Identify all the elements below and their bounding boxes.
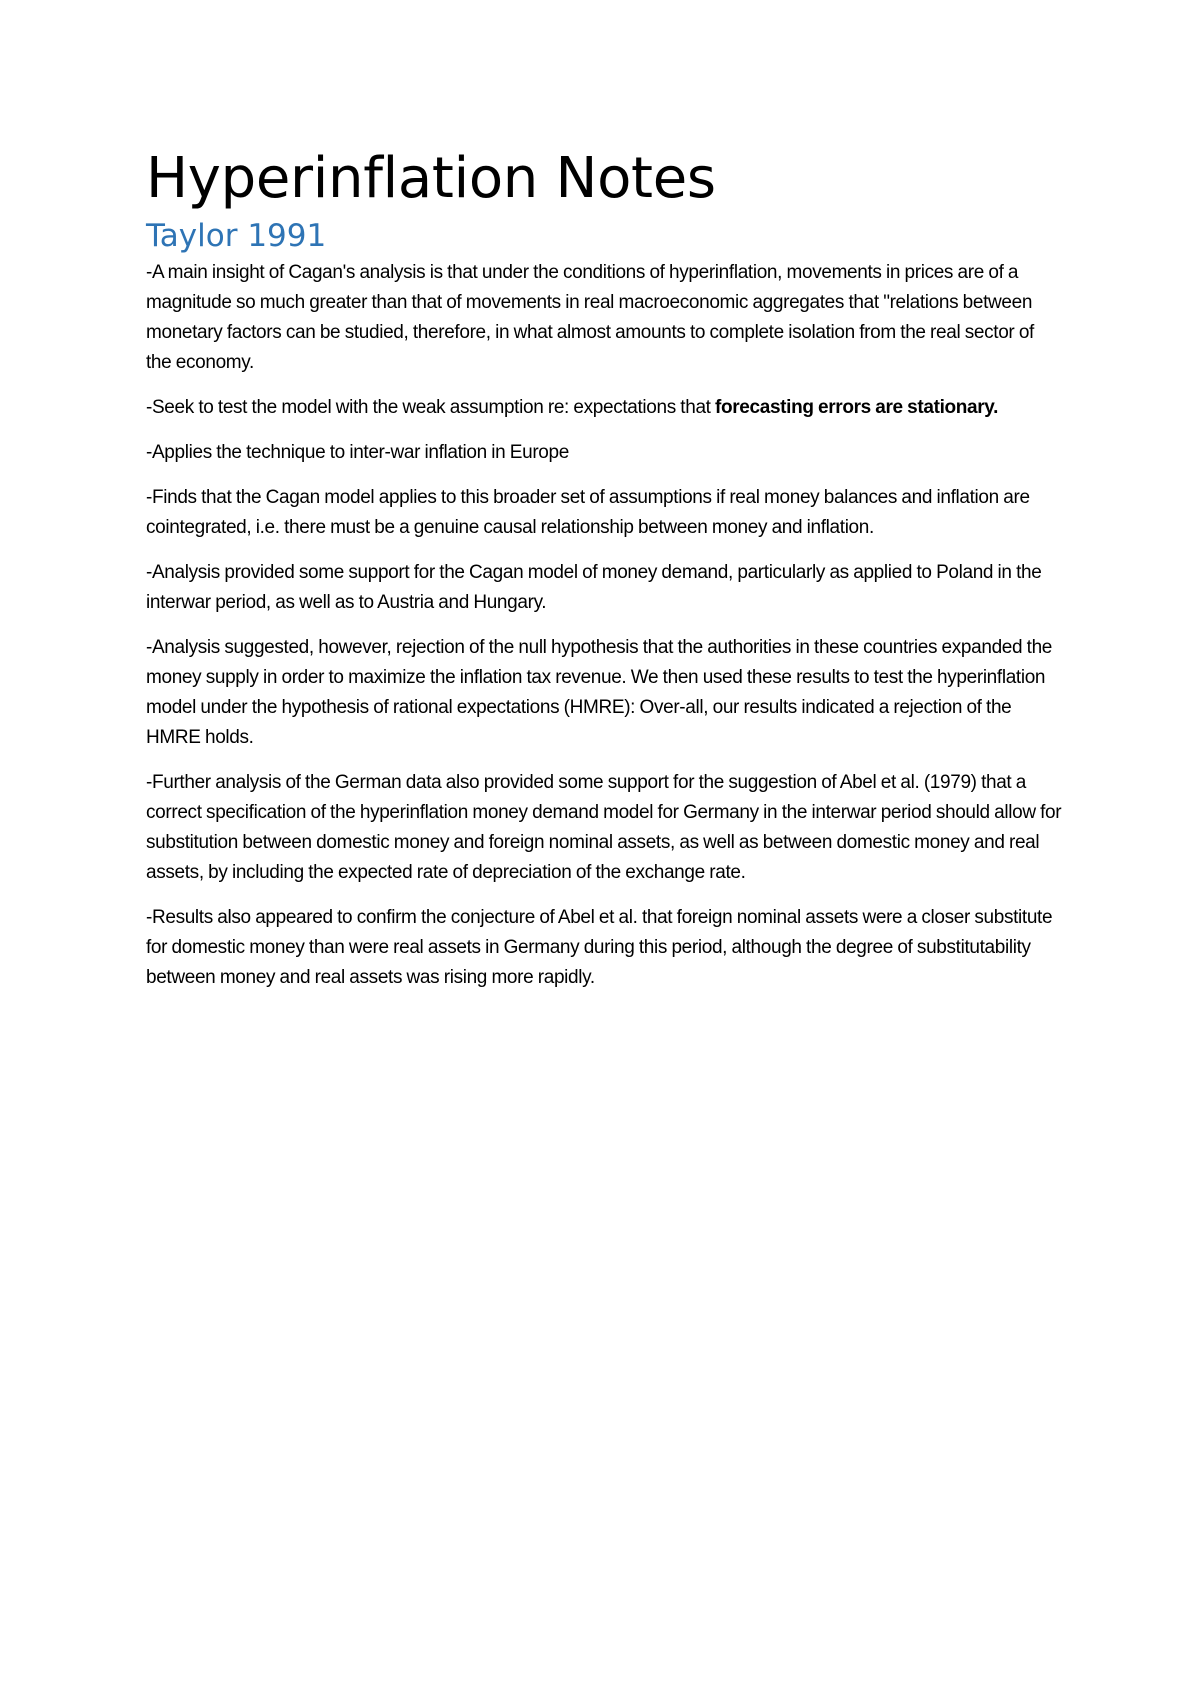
paragraph-text: -Applies the technique to inter-war inflation in Europe <box>146 442 569 463</box>
paragraph-text: -Further analysis of the German data also provided some support for the suggestion of Abel et al. (1979) that a correct specification of the hyperinflation money demand model for Germany in the interwar period should allow for substitution between domestic money and foreign nominal assets, as well as between domestic money and real assets, by including the expected rate of depreciation of the exchange rate. <box>146 772 1062 883</box>
document-title: Hyperinflation Notes <box>146 146 716 211</box>
paragraph-substitutes <box>146 903 1062 993</box>
section-heading: Taylor 1991 <box>146 218 327 254</box>
paragraph-text: -A main insight of Cagan's analysis is that under the conditions of hyperinflation, movements in prices are of a magnitude so much greater than that of movements in real macroeconomic aggregates that "relations between monetary factors can be studied, therefore, in what almost amounts to complete isolation from the real sector of the economy. <box>146 262 1034 373</box>
paragraph-text: -Seek to test the model with the weak assumption re: expectations that <box>146 397 716 418</box>
paragraph-german-data <box>146 768 1062 888</box>
paragraph-text: -Analysis provided some support for the Cagan model of money demand, particularly as applied to Poland in the interwar period, as well as to Austria and Hungary. <box>146 562 1042 613</box>
paragraph-text: -Results also appeared to confirm the conjecture of Abel et al. that foreign nominal assets were a closer substitute for domestic money than were real assets in Germany during this period, although the degree of substitutability between money and real assets was rising more rapidly. <box>146 907 1053 988</box>
paragraph-cointegration <box>146 483 1062 543</box>
paragraph-text: -Finds that the Cagan model applies to this broader set of assumptions if real money balances and inflation are cointegrated, i.e. there must be a genuine causal relationship between money and inflation. <box>146 487 1030 538</box>
document-body <box>146 148 1062 1008</box>
paragraph-money-demand-support <box>146 558 1062 618</box>
paragraph-weak-assumption <box>146 393 1062 423</box>
paragraph-bold-text: forecasting errors are stationary. <box>715 397 999 418</box>
paragraph-cagan-insight <box>146 258 1062 378</box>
paragraph-null-hypothesis <box>146 633 1062 753</box>
paragraph-text: -Analysis suggested, however, rejection of the null hypothesis that the authorities in these countries expanded the money supply in order to maximize the inflation tax revenue. We then used these results to test the hyperinflation model under the hypothesis of rational expectations (HMRE): Over-all, our results indicated a rejection of the HMRE holds. <box>146 637 1053 748</box>
paragraph-technique <box>146 438 1062 468</box>
